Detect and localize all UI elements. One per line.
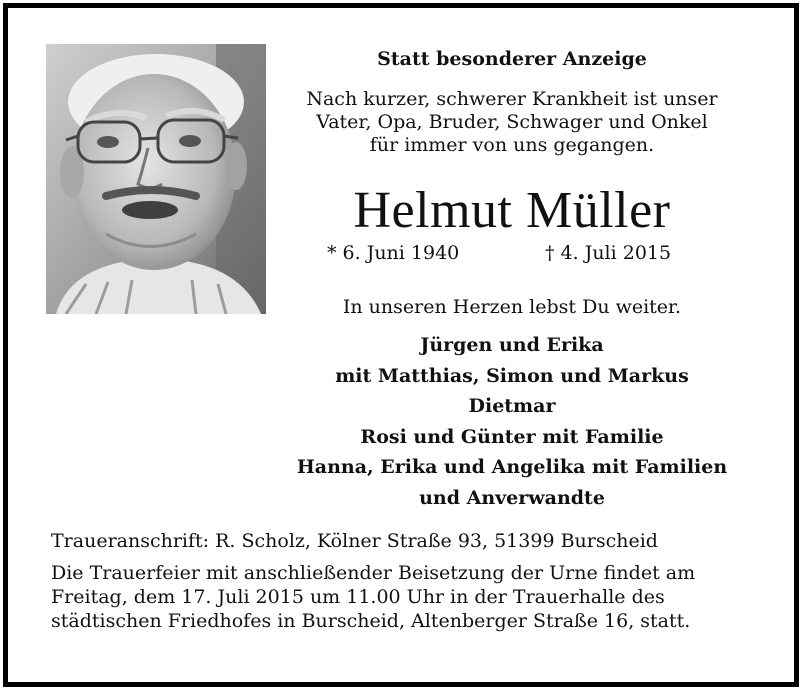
mourner-line: mit Matthias, Simon und Markus [335,364,689,387]
notice-heading: Statt besonderer Anzeige [377,48,647,70]
motto: In unseren Herzen lebst Du weiter. [342,296,682,318]
death-date: † 4. Juli 2015 [545,242,672,264]
intro-line: Vater, Opa, Bruder, Schwager und Onkel [316,111,708,133]
intro-text [282,88,742,157]
birth-date: * 6. Juni 1940 [327,242,460,264]
deceased-name: Helmut Müller [353,182,671,239]
portrait-illustration [46,44,266,314]
mourner-line: und Anverwandte [419,486,605,509]
mourning-address: Traueranschrift: R. Scholz, Kölner Straße 93, 51399 Burscheid [51,530,658,552]
intro-line: Nach kurzer, schwerer Krankheit ist unser [306,88,718,110]
portrait-photo [46,44,266,314]
ceremony-details [51,561,751,633]
mourners-list [282,330,742,513]
mourner-line: Rosi und Günter mit Familie [360,425,664,448]
ceremony-line: städtischen Friedhofes in Burscheid, Altenberger Straße 16, statt. [51,610,691,632]
mourner-line: Jürgen und Erika [420,334,604,356]
mourner-line: Hanna, Erika und Angelika mit Familien [296,456,728,478]
ceremony-line: Die Trauerfeier mit anschließender Beisetzung der Urne findet am [51,562,696,584]
mourner-line: Dietmar [468,395,556,417]
ceremony-line: Freitag, dem 17. Juli 2015 um 11.00 Uhr in der Trauerhalle des [51,586,665,608]
intro-line: für immer von uns gegangen. [369,134,655,156]
